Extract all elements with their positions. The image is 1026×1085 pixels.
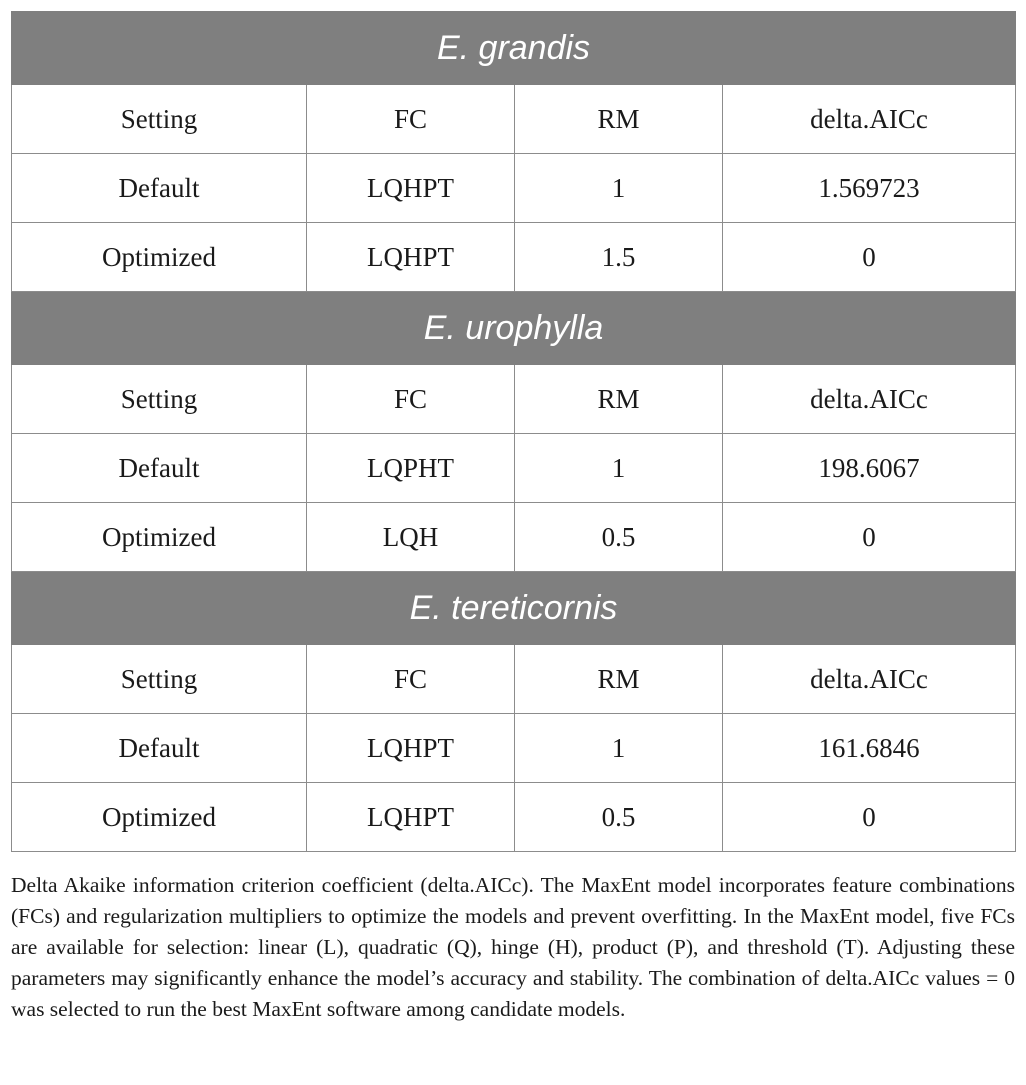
species-heading: E. tereticornis: [12, 572, 1016, 645]
column-header-setting: Setting: [12, 85, 307, 154]
cell-fc: LQH: [307, 503, 515, 572]
cell-rm: 1.5: [515, 223, 723, 292]
species-heading: E. grandis: [12, 12, 1016, 85]
cell-rm: 1: [515, 154, 723, 223]
cell-setting: Default: [12, 714, 307, 783]
cell-rm: 0.5: [515, 783, 723, 852]
table-row: [12, 714, 1016, 783]
column-header-fc: FC: [307, 645, 515, 714]
column-header-rm: RM: [515, 365, 723, 434]
column-header-fc: FC: [307, 85, 515, 154]
cell-fc: LQHPT: [307, 154, 515, 223]
cell-setting: Default: [12, 154, 307, 223]
column-header-row: [12, 85, 1016, 154]
species-heading: E. urophylla: [12, 292, 1016, 365]
cell-delta-aicc: 0: [723, 503, 1016, 572]
table-row: [12, 503, 1016, 572]
cell-fc: LQHPT: [307, 223, 515, 292]
cell-delta-aicc: 161.6846: [723, 714, 1016, 783]
column-header-setting: Setting: [12, 365, 307, 434]
cell-setting: Optimized: [12, 223, 307, 292]
cell-rm: 1: [515, 714, 723, 783]
maxent-settings-table: [11, 11, 1016, 852]
table-row: [12, 783, 1016, 852]
column-header-row: [12, 645, 1016, 714]
cell-setting: Default: [12, 434, 307, 503]
section-header-row: [12, 12, 1016, 85]
column-header-rm: RM: [515, 645, 723, 714]
table-row: [12, 154, 1016, 223]
cell-delta-aicc: 0: [723, 223, 1016, 292]
section-header-row: [12, 292, 1016, 365]
cell-fc: LQPHT: [307, 434, 515, 503]
cell-delta-aicc: 198.6067: [723, 434, 1016, 503]
cell-fc: LQHPT: [307, 714, 515, 783]
table-row: [12, 223, 1016, 292]
cell-delta-aicc: 0: [723, 783, 1016, 852]
cell-rm: 0.5: [515, 503, 723, 572]
column-header-delta-aicc: delta.AICc: [723, 365, 1016, 434]
column-header-row: [12, 365, 1016, 434]
cell-rm: 1: [515, 434, 723, 503]
column-header-rm: RM: [515, 85, 723, 154]
cell-fc: LQHPT: [307, 783, 515, 852]
column-header-fc: FC: [307, 365, 515, 434]
column-header-delta-aicc: delta.AICc: [723, 85, 1016, 154]
table-footnote: Delta Akaike information criterion coefficient (delta.AICc). The MaxEnt model incorporates feature combinations (FCs) and regularization multipliers to optimize the models and prevent overfitting. In the MaxEnt model, five FCs are available for selection: linear (L), quadratic (Q), hinge (H), product (P), and threshold (T). Adjusting these parameters may significantly enhance the model’s accuracy and stability. The combination of delta.AICc values = 0 was selected to run the best MaxEnt software among candidate models.: [11, 873, 1015, 1021]
column-header-delta-aicc: delta.AICc: [723, 645, 1016, 714]
cell-delta-aicc: 1.569723: [723, 154, 1016, 223]
section-header-row: [12, 572, 1016, 645]
table-row: [12, 434, 1016, 503]
column-header-setting: Setting: [12, 645, 307, 714]
cell-setting: Optimized: [12, 783, 307, 852]
cell-setting: Optimized: [12, 503, 307, 572]
